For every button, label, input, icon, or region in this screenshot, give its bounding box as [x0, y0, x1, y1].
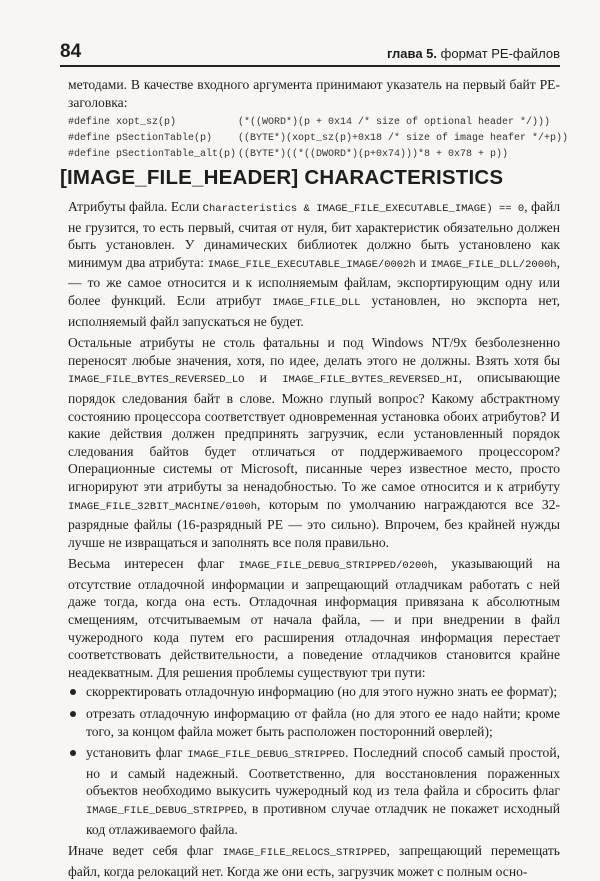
list-item: скорректировать отладочную информацию (но для этого нужно знать ее формат);	[68, 683, 560, 701]
paragraph-1: Атрибуты файла. Если Characteristics & IMAGE_FILE_EXECUTABLE_IMAGE) == 0, файл не грузится, то есть первый, считая от нуля, бит характеристик обязательно должен быть установлен. У динамических библиотек должно быть установлено как минимум два атрибута: IMAGE_FILE_EXECUTABLE_IMAGE/0002h и IMAGE_FILE_DLL/2000h, — то же самое относится и к исполняемым файлам, экспортирующим одну или более функций. Если атрибут IMAGE_FILE_DLL установлен, но экспорта нет, исполняемый файл запускаться не будет.	[68, 199, 561, 329]
paragraph-4: Иначе ведет себя флаг IMAGE_FILE_RELOCS_STRIPPED, запрещающий перемещать файл, когда релокаций нет. Когда же они есть, загрузчик может с полным осно-	[68, 843, 560, 879]
code-line: #define pSectionTable(p) ((BYTE*)(xopt_sz(p)+0x18 /* size of image heafer */+p))	[68, 133, 568, 144]
list-item: отрезать отладочную информацию от файла (но для этого ее надо найти; кроме того, за концом файла может быть расположен посторонний оверлей);	[68, 705, 560, 740]
chapter-title: формат PE-файлов	[440, 46, 560, 61]
paragraph-2: Остальные атрибуты не столь фатальны и под Windows NT/9x безболезненно переносят любые значения, хотя, по идее, делать этого не должны. Взять хотя бы IMAGE_FILE_BYTES_REVERSED_LO и IMAGE_FILE_BYTES_REVERSED_HI, описывающие порядок следования байт в слове. Можно глупый вопрос? Какому абстрактному состоянию процессора соответствует одновременная установка обоих атрибутов? И какие действия должен предпринять загрузчик, если установленный порядок следования байтов будет отличаться от поддерживаемого процессором? Операционные системы от Microsoft, писанные через известное место, просто игнорируют эти атрибуты за ненадобностью. То же самое относится и к атрибуту IMAGE_FILE_32BIT_MACHINE/0100h, которым по умолчанию награждаются все 32-разрядные файлы (16-разрядный PE — это сильно). Впрочем, без крайней нужды лучше не извращаться и заполнять все поля правильно.	[68, 335, 560, 550]
code-line: #define xopt_sz(p) (*((WORD*)(p + 0x14 /* size of optional header */)))	[68, 117, 551, 128]
code-line: #define pSectionTable_alt(p) ((BYTE*)((*((DWORD*)(p+0x74)))*8 + 0x78 + p))	[68, 149, 509, 160]
main-text	[68, 198, 560, 880]
page-header	[60, 43, 560, 67]
code-listing	[68, 115, 568, 163]
page-number: 84	[60, 41, 82, 62]
chapter-label: глава 5.	[386, 46, 438, 61]
running-head	[387, 46, 560, 61]
bullet-list	[68, 683, 560, 838]
list-item: установить флаг IMAGE_FILE_DEBUG_STRIPPED. Последний способ самый простой, но и самый надежный. Соответственно, для восстановления пораженных объектов необходимо выкусить чужеродный код из тела файла и сбросить флаг IMAGE_FILE_DEBUG_STRIPPED, в противном случае отладчик не покажет исходный код отлаживаемого файла.	[68, 744, 560, 838]
section-heading: [IMAGE_FILE_HEADER] CHARACTERISTICS	[60, 166, 504, 189]
paragraph-3: Весьма интересен флаг IMAGE_FILE_DEBUG_STRIPPED/0200h, указывающий на отсутствие отладочной информации и запрещающий отладчикам работать с ней даже тогда, когда она есть. Отладочная информация привязана к абсолютным смещениям, отсчитываемым от начала файла, — и при внедрении в файл чужеродного кода путем его расширения отладочная информация перестает соответствовать действительности, а поведение отладчиков становится крайне неадекватным. Для решения проблемы существуют три пути:	[68, 556, 560, 680]
intro-paragraph: методами. В качестве входного аргумента принимают указатель на первый байт PE-заголовка:	[68, 77, 560, 110]
